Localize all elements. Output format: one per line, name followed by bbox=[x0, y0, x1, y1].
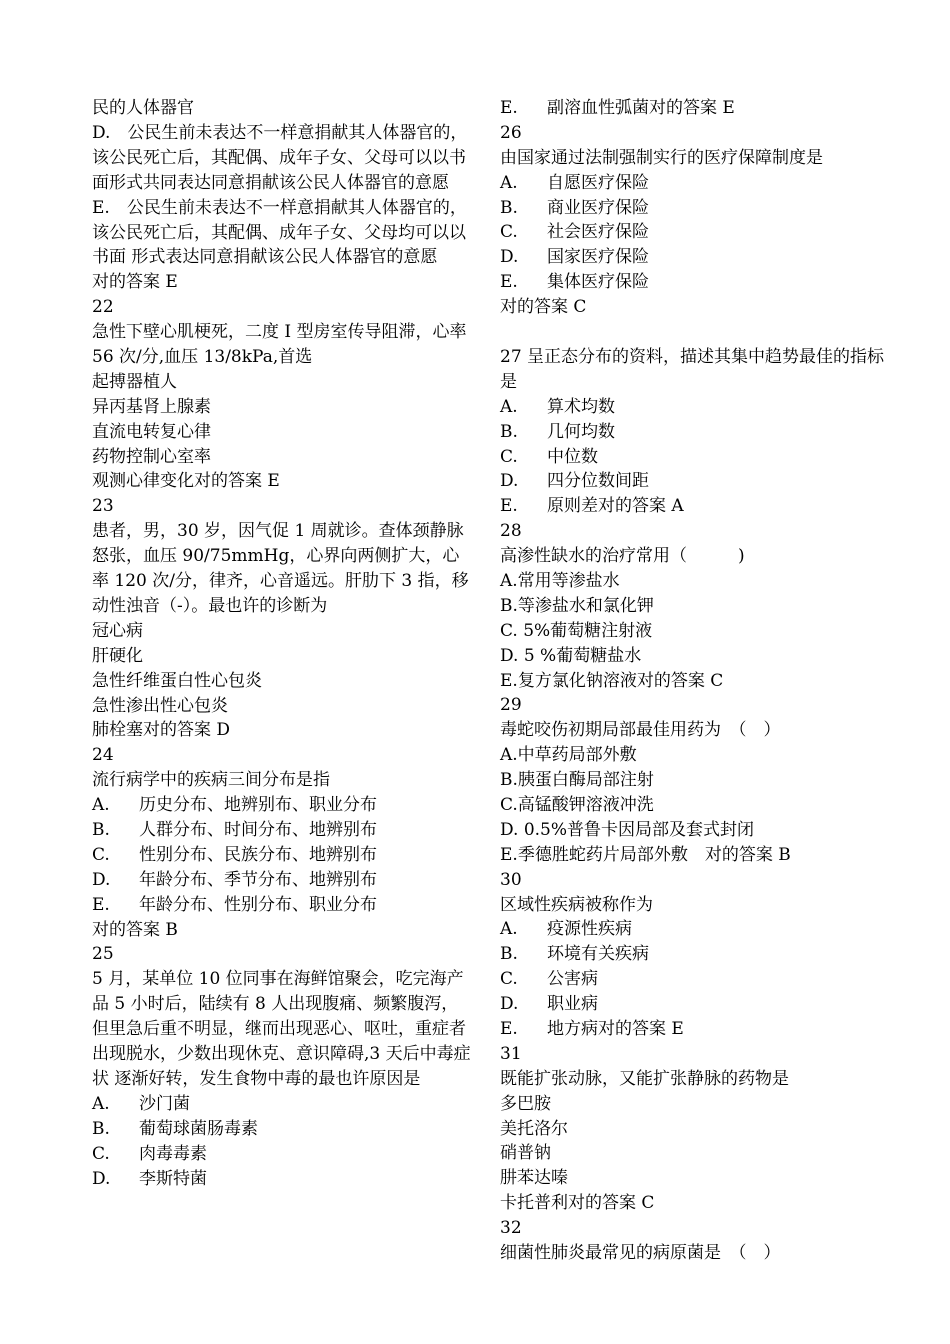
option-label: A. bbox=[92, 795, 110, 816]
option-text: 国家医疗保险 bbox=[547, 247, 649, 268]
option-label: C. bbox=[500, 446, 518, 467]
text-line: 毒蛇咬伤初期局部最佳用药为 （ ） bbox=[500, 720, 781, 741]
text-line: 对的答案 E bbox=[92, 272, 178, 293]
option-label: B. bbox=[92, 1118, 110, 1139]
text-line: 药物控制心室率 bbox=[92, 446, 211, 467]
text-line: B.胰蛋白酶局部注射 bbox=[500, 770, 654, 791]
option-line bbox=[92, 1092, 474, 1117]
option-label: D. bbox=[500, 994, 519, 1015]
option-text: 人群分布、时间分布、地辨别布 bbox=[139, 820, 377, 841]
option-text: 李斯特菌 bbox=[139, 1168, 207, 1189]
option-line bbox=[500, 395, 885, 420]
text-line: 肺栓塞对的答案 D bbox=[92, 720, 231, 741]
option-line bbox=[500, 942, 885, 967]
option-label: A. bbox=[500, 396, 518, 417]
option-line bbox=[500, 96, 885, 121]
text-paragraph: E. 公民生前未表达不一样意捐献其人体器官的，该公民死亡后，其配偶、成年子女、父母均可以以书面 形式表达同意捐献该公民人体器官的意愿 bbox=[92, 197, 467, 268]
text-line: 23 bbox=[92, 496, 114, 517]
option-line bbox=[500, 171, 885, 196]
option-line bbox=[500, 245, 885, 270]
text-line: D. 0.5%普鲁卡因局部及套式封闭 bbox=[500, 819, 755, 840]
option-text: 原则差对的答案 A bbox=[547, 496, 684, 517]
option-text: 年龄分布、性别分布、职业分布 bbox=[139, 894, 377, 915]
text-line: 28 bbox=[500, 521, 522, 542]
option-line bbox=[92, 1167, 474, 1192]
right-column bbox=[500, 96, 885, 1266]
option-line bbox=[500, 967, 885, 992]
option-line bbox=[92, 893, 474, 918]
text-line: 细菌性肺炎最常见的病原菌是 （ ） bbox=[500, 1243, 781, 1263]
text-line: B.等渗盐水和氯化钾 bbox=[500, 595, 654, 616]
option-text: 四分位数间距 bbox=[547, 471, 649, 492]
text-paragraph: 27 呈正态分布的资料，描述其集中趋势最佳的指标是 bbox=[500, 346, 885, 392]
option-label: E. bbox=[500, 272, 518, 293]
text-line: C.高锰酸钾溶液冲洗 bbox=[500, 794, 654, 815]
text-line: 26 bbox=[500, 122, 522, 143]
option-text: 商业医疗保险 bbox=[547, 197, 649, 218]
option-line bbox=[92, 1117, 474, 1142]
text-paragraph: 患者，男，30 岁，因气促 1 周就诊。查体颈静脉怒张，血压 90/75mmHg，心界向两侧扩大，心率 120 次/分，律齐，心音遥远。肝肋下 3 指，移动性浊音（-）。最也许的诊断为 bbox=[92, 521, 469, 616]
option-text: 性别分布、民族分布、地辨别布 bbox=[139, 844, 377, 865]
option-label: A. bbox=[500, 919, 518, 940]
option-label: A. bbox=[500, 172, 518, 193]
option-text: 疫源性疾病 bbox=[547, 919, 632, 940]
text-line: 急性纤维蛋白性心包炎 bbox=[92, 670, 262, 691]
blank-line bbox=[500, 320, 885, 345]
text-line: C. 5%葡萄糖注射液 bbox=[500, 620, 653, 641]
text-line: 肝硬化 bbox=[92, 645, 143, 666]
text-line: 对的答案 C bbox=[500, 297, 587, 318]
option-line bbox=[500, 196, 885, 221]
option-text: 公害病 bbox=[547, 969, 598, 990]
option-text: 历史分布、地辨别布、职业分布 bbox=[139, 795, 377, 816]
text-line: 急性渗出性心包炎 bbox=[92, 695, 228, 716]
option-line bbox=[92, 868, 474, 893]
option-label: B. bbox=[92, 820, 110, 841]
text-line: 异丙基肾上腺素 bbox=[92, 396, 211, 417]
text-line: 高渗性缺水的治疗常用（ ) bbox=[500, 546, 745, 567]
text-line: A.常用等渗盐水 bbox=[500, 570, 620, 591]
option-label: D. bbox=[500, 471, 519, 492]
text-line: 29 bbox=[500, 695, 522, 716]
option-line bbox=[92, 843, 474, 868]
text-paragraph: 5 月，某单位 10 位同事在海鲜馆聚会，吃完海产品 5 小时后，陆续有 8 人出现腹痛、频繁腹泻， 但里急后重不明显，继而出现恶心、呕吐，重症者出现脱水，少数出现休克、意识障碍,3 天后中毒症状 逐渐好转，发生食物中毒的最也许原因是 bbox=[92, 969, 471, 1089]
text-line: 多巴胺 bbox=[500, 1093, 551, 1114]
option-label: C. bbox=[92, 844, 110, 865]
option-line bbox=[92, 1142, 474, 1167]
option-line bbox=[92, 793, 474, 818]
option-line bbox=[92, 818, 474, 843]
option-text: 几何均数 bbox=[547, 421, 615, 442]
option-label: C. bbox=[92, 1143, 110, 1164]
text-line: 30 bbox=[500, 869, 522, 890]
option-text: 环境有关疾病 bbox=[547, 944, 649, 965]
text-line: 既能扩张动脉，又能扩张静脉的药物是 bbox=[500, 1068, 789, 1089]
option-text: 社会医疗保险 bbox=[547, 222, 649, 243]
option-line bbox=[500, 445, 885, 470]
option-label: C. bbox=[500, 222, 518, 243]
option-label: E. bbox=[500, 1018, 518, 1039]
text-line: 冠心病 bbox=[92, 620, 143, 641]
text-line: 24 bbox=[92, 745, 114, 766]
option-line bbox=[500, 420, 885, 445]
text-line: E.复方氯化钠溶液对的答案 C bbox=[500, 670, 724, 691]
option-label: D. bbox=[92, 869, 111, 890]
text-line: 31 bbox=[500, 1043, 522, 1064]
text-line: D. 5 %葡萄糖盐水 bbox=[500, 645, 642, 666]
option-text: 自愿医疗保险 bbox=[547, 172, 649, 193]
option-label: B. bbox=[500, 421, 518, 442]
text-line: 对的答案 B bbox=[92, 919, 178, 940]
option-line bbox=[500, 220, 885, 245]
option-line bbox=[500, 917, 885, 942]
option-text: 职业病 bbox=[547, 994, 598, 1015]
text-paragraph: D. 公民生前未表达不一样意捐献其人体器官的，该公民死亡后，其配偶、成年子女、父母可以以书面形式共同表达同意捐献该公民人体器官的意愿 bbox=[92, 122, 468, 193]
option-text: 葡萄球菌肠毒素 bbox=[139, 1118, 258, 1139]
option-label: B. bbox=[500, 944, 518, 965]
option-label: E. bbox=[500, 496, 518, 517]
option-label: D. bbox=[92, 1168, 111, 1189]
option-line bbox=[500, 469, 885, 494]
text-line: 由国家通过法制强制实行的医疗保障制度是 bbox=[500, 147, 823, 168]
text-line: 25 bbox=[92, 944, 114, 965]
text-line: 卡托普利对的答案 C bbox=[500, 1193, 655, 1214]
option-text: 肉毒毒素 bbox=[139, 1143, 207, 1164]
option-text: 算术均数 bbox=[547, 396, 615, 417]
option-label: A. bbox=[92, 1093, 110, 1114]
text-line: 肼苯达嗪 bbox=[500, 1168, 568, 1189]
option-text: 地方病对的答案 E bbox=[547, 1018, 684, 1039]
option-line bbox=[500, 992, 885, 1017]
text-line: 22 bbox=[92, 297, 114, 318]
option-label: D. bbox=[500, 247, 519, 268]
text-line: 起搏器植人 bbox=[92, 371, 177, 392]
text-line: 硝普钠 bbox=[500, 1143, 551, 1164]
option-label: E. bbox=[500, 98, 518, 118]
text-line: E.季德胜蛇药片局部外敷 对的答案 B bbox=[500, 844, 791, 865]
option-text: 集体医疗保险 bbox=[547, 272, 649, 293]
text-line: 区域性疾病被称作为 bbox=[500, 894, 653, 915]
option-text: 年龄分布、季节分布、地辨别布 bbox=[139, 869, 377, 890]
option-text: 中位数 bbox=[547, 446, 598, 467]
option-line bbox=[500, 494, 885, 519]
option-line bbox=[500, 1017, 885, 1042]
option-text: 副溶血性弧菌对的答案 E bbox=[547, 98, 735, 118]
text-line: 观测心律变化对的答案 E bbox=[92, 471, 280, 492]
text-line: 直流电转复心律 bbox=[92, 421, 211, 442]
left-column bbox=[92, 96, 474, 1191]
text-line: 32 bbox=[500, 1218, 522, 1239]
option-label: C. bbox=[500, 969, 518, 990]
option-line bbox=[500, 270, 885, 295]
text-line: 流行病学中的疾病三间分布是指 bbox=[92, 770, 330, 791]
text-line: 民的人体器官 bbox=[92, 98, 194, 118]
option-label: E. bbox=[92, 894, 110, 915]
option-text: 沙门菌 bbox=[139, 1093, 190, 1114]
text-line: A.中草药局部外敷 bbox=[500, 745, 637, 766]
text-paragraph: 急性下壁心肌梗死，二度 I 型房室传导阻滞，心率 56 次/分,血压 13/8kPa,首选 bbox=[92, 322, 467, 368]
text-line: 美托洛尔 bbox=[500, 1118, 568, 1139]
option-label: B. bbox=[500, 197, 518, 218]
